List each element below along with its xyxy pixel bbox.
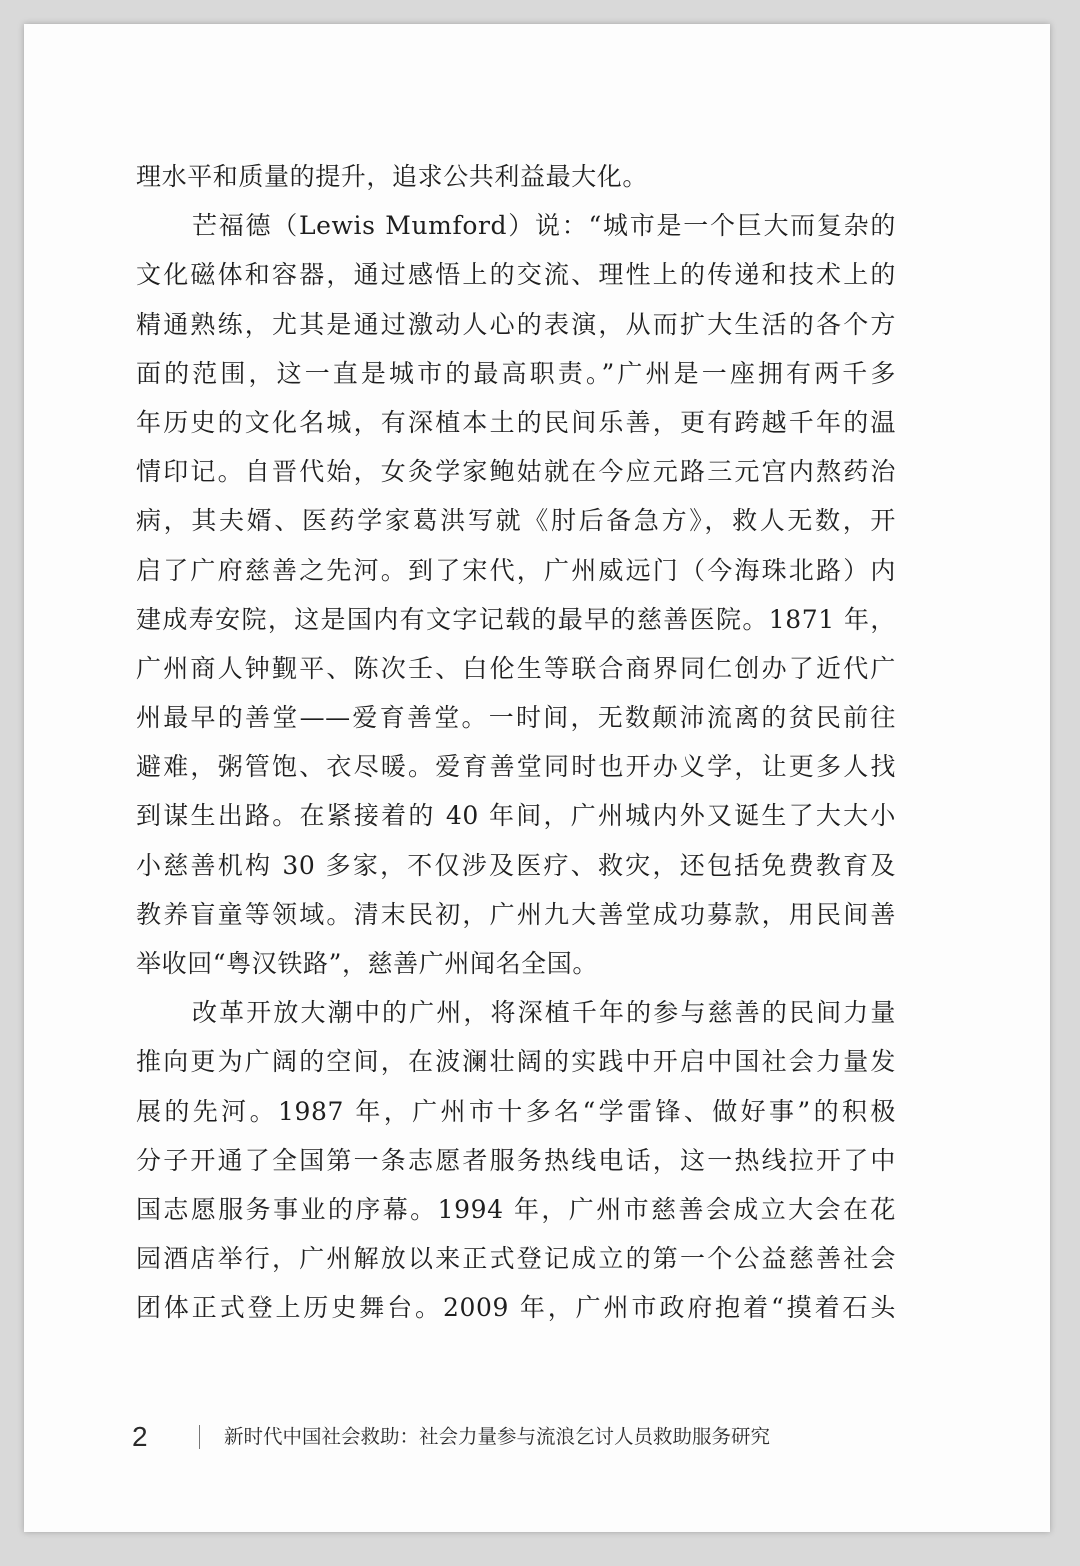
page-number: 2 [132,1421,148,1452]
text-line: 展的先河。1987 年，广州市十多名“学雷锋、做好事”的积极 [136,1096,896,1126]
text-line: 到谋生出路。在紧接着的 40 年间，广州城内外又诞生了大大小 [136,801,896,831]
text-line: 团体正式登上历史舞台。2009 年，广州市政府抱着“摸着石头 [136,1293,896,1323]
text-line: 精通熟练，尤其是通过激动人心的表演，从而扩大生活的各个方 [136,309,896,339]
text-line: 建成寿安院，这是国内有文字记载的最早的慈善医院。1871 年， [136,604,897,634]
page-footer [132,1417,932,1457]
text-line: 分子开通了全国第一条志愿者服务热线电话，这一热线拉开了中 [136,1145,896,1175]
footer-divider [199,1425,200,1449]
text-line: 芒福德（Lewis Mumford）说：“城市是一个巨大而复杂的 [192,211,896,241]
text-line: 病，其夫婿、医药学家葛洪写就《肘后备急方》，救人无数，开 [136,506,896,536]
text-line: 推向更为广阔的空间，在波澜壮阔的实践中开启中国社会力量发 [136,1047,896,1077]
text-line: 文化磁体和容器，通过感悟上的交流、理性上的传递和技术上的 [136,260,896,290]
text-line: 小慈善机构 30 多家，不仅涉及医疗、救灾，还包括免费教育及 [136,850,896,880]
text-line: 面的范围，这一直是城市的最高职责。”广州是一座拥有两千多 [136,358,896,388]
book-page [24,24,1050,1532]
running-title: 新时代中国社会救助：社会力量参与流浪乞讨人员救助服务研究 [224,1425,771,1448]
text-line: 举收回“粤汉铁路”，慈善广州闻名全国。 [136,949,598,978]
text-line: 改革开放大潮中的广州，将深植千年的参与慈善的民间力量 [192,998,896,1028]
body-text [136,152,896,1333]
text-line: 避难，粥管饱、衣尽暖。爱育善堂同时也开办义学，让更多人找 [136,752,896,782]
text-line: 情印记。自晋代始，女灸学家鲍姑就在今应元路三元宫内熬药治 [136,457,896,487]
text-line: 启了广府慈善之先河。到了宋代，广州威远门（今海珠北路）内 [136,555,896,585]
text-line: 教养盲童等领域。清末民初，广州九大善堂成功募款，用民间善 [136,899,896,929]
text-line: 园酒店举行，广州解放以来正式登记成立的第一个公益慈善社会 [136,1244,896,1274]
text-line: 国志愿服务事业的序幕。1994 年，广州市慈善会成立大会在花 [136,1194,896,1224]
text-line: 理水平和质量的提升，追求公共利益最大化。 [136,162,649,191]
text-line: 州最早的善堂——爱育善堂。一时间，无数颠沛流离的贫民前往 [136,703,896,733]
text-line: 广州商人钟觐平、陈次壬、白伦生等联合商界同仁创办了近代广 [136,653,896,683]
text-line: 年历史的文化名城，有深植本土的民间乐善，更有跨越千年的温 [136,407,896,437]
